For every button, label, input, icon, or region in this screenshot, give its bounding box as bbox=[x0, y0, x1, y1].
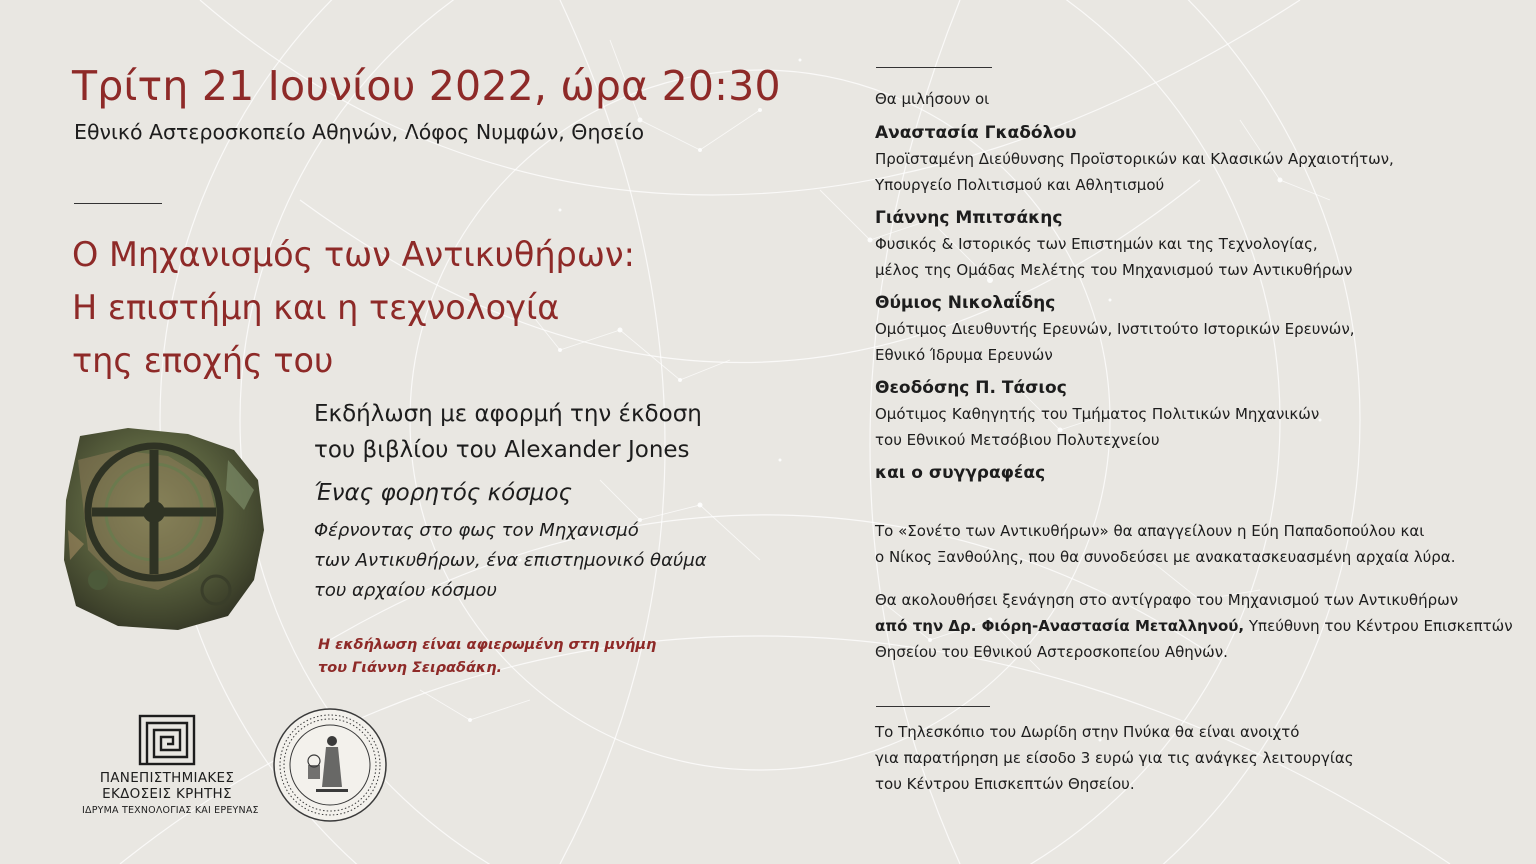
speaker-name: Θεοδόσης Π. Τάσιος bbox=[875, 378, 1067, 398]
sonnet-line: ο Νίκος Ξανθούλης, που θα συνοδεύσει με ανακατασκευασμένη αρχαία λύρα. bbox=[875, 548, 1456, 566]
speaker-role-line: του Εθνικού Μετσόβιου Πολυτεχνείου bbox=[875, 431, 1160, 449]
publisher-subtitle: ΙΔΡΥΜΑ ΤΕΧΝΟΛΟΓΙΑΣ ΚΑΙ ΕΡΕΥΝΑΣ bbox=[82, 805, 259, 816]
telescope-line: Το Τηλεσκόπιο του Δωρίδη στην Πνύκα θα είναι ανοιχτό bbox=[875, 723, 1300, 741]
sonnet-paragraph bbox=[875, 518, 1515, 570]
speaker-name: Γιάννης Μπιτσάκης bbox=[875, 208, 1063, 228]
book-subtitle-line: Φέρνοντας στο φως τον Μηχανισμό bbox=[314, 520, 639, 541]
speaker-entry bbox=[875, 375, 1515, 453]
and-author-label: και ο συγγραφέας bbox=[875, 463, 1046, 483]
speaker-name: Θύμιος Νικολαΐδης bbox=[875, 293, 1056, 313]
tour-paragraph bbox=[875, 587, 1515, 665]
book-subtitle-line: του αρχαίου κόσμου bbox=[314, 580, 497, 601]
publisher-name-line: ΠΑΝΕΠΙΣΤΗΜΙΑΚΕΣ bbox=[99, 770, 235, 786]
tour-line: Θησείου του Εθνικού Αστεροσκοπείου Αθηνών. bbox=[875, 643, 1228, 661]
event-intro-line: του βιβλίου του Alexander Jones bbox=[314, 437, 690, 463]
book-subtitle-line: των Αντικυθήρων, ένα επιστημονικό θαύμα bbox=[314, 550, 707, 571]
antikythera-fragment-image bbox=[58, 420, 268, 634]
telescope-paragraph bbox=[875, 719, 1515, 797]
speakers-intro: Θα μιλήσουν οι bbox=[875, 90, 990, 108]
event-intro-line: Εκδήλωση με αφορμή την έκδοση bbox=[314, 401, 702, 427]
event-title-line: Η επιστήμη και η τεχνολογία bbox=[72, 288, 560, 327]
tour-guide-name: από την Δρ. Φιόρη-Αναστασία Μεταλληνού, bbox=[875, 617, 1245, 635]
observatory-seal-icon bbox=[272, 707, 388, 823]
event-intro bbox=[314, 396, 702, 468]
event-title bbox=[72, 228, 635, 387]
dedication-line: του Γιάννη Σειραδάκη. bbox=[318, 660, 503, 676]
sonnet-line: Το «Σονέτο των Αντικυθήρων» θα απαγγείλουν η Εύη Παπαδοπούλου και bbox=[875, 522, 1425, 540]
speaker-role-line: Υπουργείο Πολιτισμού και Αθλητισμού bbox=[875, 176, 1165, 194]
event-title-line: της εποχής του bbox=[72, 341, 334, 380]
speaker-role-line: Εθνικό Ίδρυμα Ερευνών bbox=[875, 346, 1053, 364]
event-venue: Εθνικό Αστεροσκοπείο Αθηνών, Λόφος Νυμφών, Θησείο bbox=[74, 120, 644, 144]
publisher-logo bbox=[82, 714, 259, 816]
book-subtitle bbox=[314, 516, 707, 606]
book-title: Ένας φορητός κόσμος bbox=[314, 480, 573, 506]
speaker-role-line: Προϊσταμένη Διεύθυνσης Προϊστορικών και Κλασικών Αρχαιοτήτων, bbox=[875, 150, 1394, 168]
publisher-name bbox=[82, 770, 252, 802]
divider-right-top bbox=[876, 67, 992, 68]
speaker-role-line: Ομότιμος Καθηγητής του Τμήματος Πολιτικών Μηχανικών bbox=[875, 405, 1320, 423]
speaker-entry bbox=[875, 290, 1515, 368]
tour-line: Θα ακολουθήσει ξενάγηση στο αντίγραφο του Μηχανισμού των Αντικυθήρων bbox=[875, 591, 1459, 609]
speaker-entry bbox=[875, 205, 1515, 283]
dedication-note bbox=[318, 634, 656, 680]
speaker-role-line: μέλος της Ομάδας Μελέτης του Μηχανισμού των Αντικυθήρων bbox=[875, 261, 1353, 279]
telescope-line: για παρατήρηση με είσοδο 3 ευρώ για τις ανάγκες λειτουργίας bbox=[875, 749, 1354, 767]
divider-left bbox=[74, 203, 162, 204]
publisher-name-line: ΕΚΔΟΣΕΙΣ ΚΡΗΤΗΣ bbox=[102, 786, 232, 802]
speaker-role-line: Φυσικός & Ιστορικός των Επιστημών και της Τεχνολογίας, bbox=[875, 235, 1318, 253]
divider-right-bottom bbox=[876, 706, 990, 707]
speaker-entry bbox=[875, 120, 1515, 198]
labyrinth-icon bbox=[138, 714, 196, 766]
event-title-line: Ο Μηχανισμός των Αντικυθήρων: bbox=[72, 235, 635, 274]
telescope-line: του Κέντρου Επισκεπτών Θησείου. bbox=[875, 775, 1135, 793]
tour-line bbox=[875, 613, 1515, 639]
event-date-time: Τρίτη 21 Ιουνίου 2022, ώρα 20:30 bbox=[72, 62, 781, 110]
speaker-role-line: Ομότιμος Διευθυντής Ερευνών, Ινστιτούτο Ιστορικών Ερευνών, bbox=[875, 320, 1355, 338]
tour-guide-role: Υπεύθυνη του Κέντρου Επισκεπτών bbox=[1244, 617, 1513, 635]
dedication-line: Η εκδήλωση είναι αφιερωμένη στη μνήμη bbox=[318, 637, 657, 653]
speaker-name: Αναστασία Γκαδόλου bbox=[875, 123, 1077, 143]
